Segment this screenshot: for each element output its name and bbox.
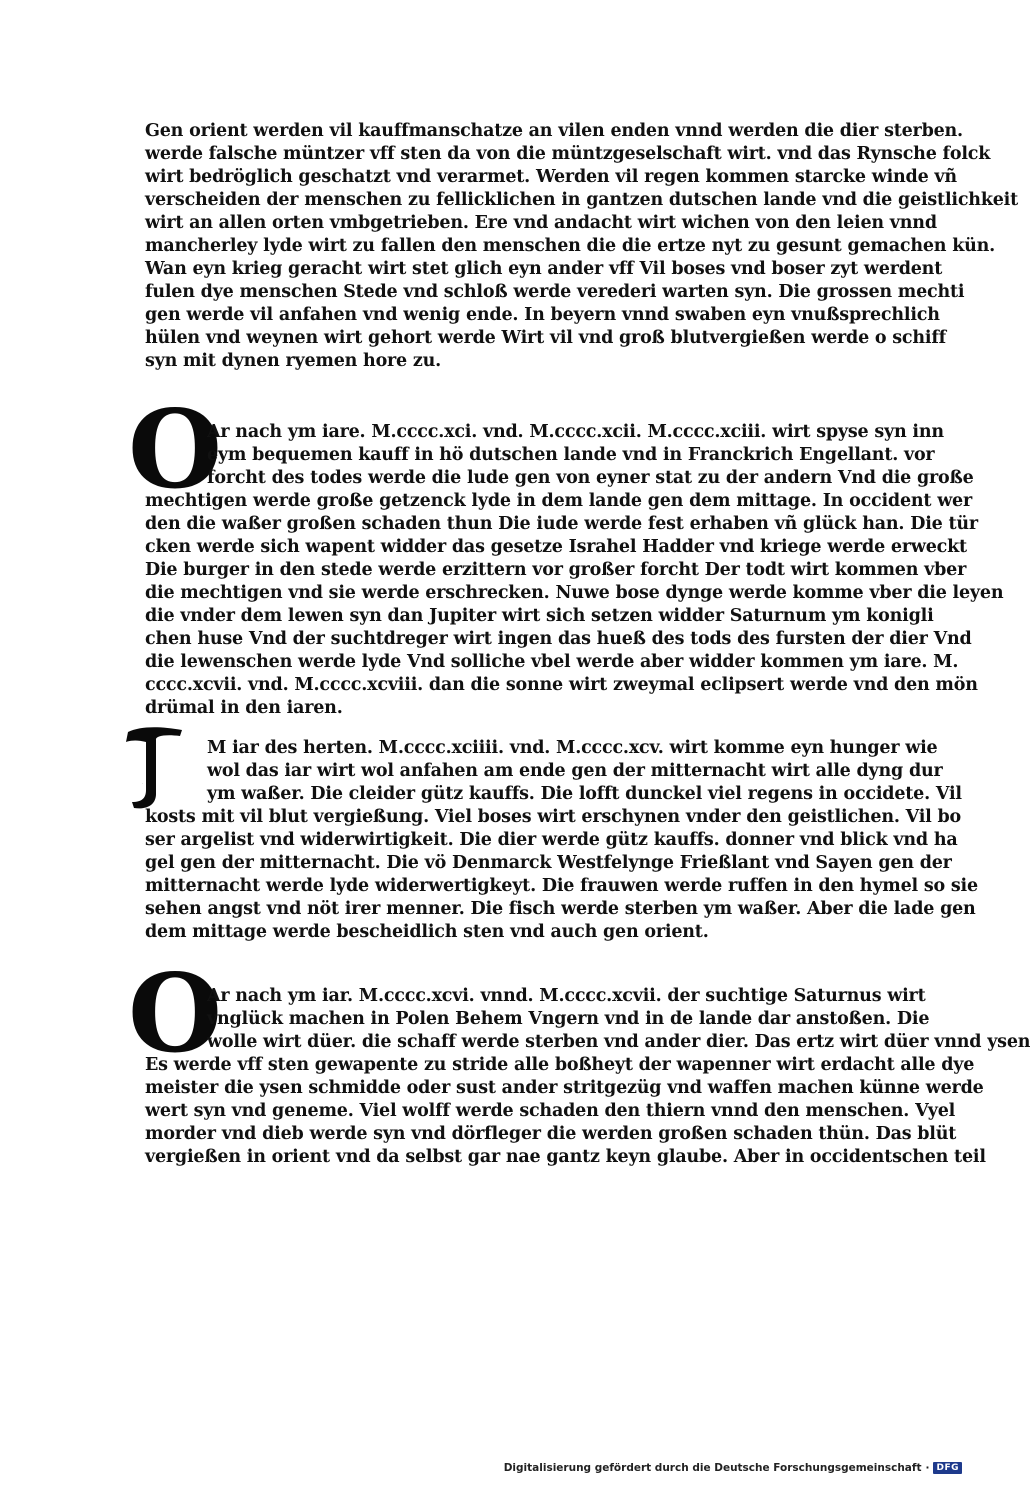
paragraph-3 xyxy=(145,737,978,944)
text-line: gen werde vil anfahen vnd wenig ende. In beyern vnnd swaben eyn vnußsprechlich xyxy=(145,305,940,325)
initial-letter-o-2: O xyxy=(128,951,223,1077)
text-line: wolle wirt düer. die schaff werde sterben vnd ander dier. Das ertz wirt düer vnnd ysen xyxy=(207,1032,1030,1052)
text-line: wert syn vnd geneme. Viel wolff werde schaden den thiern vnnd den menschen. Vyel xyxy=(145,1101,956,1121)
text-line: hülen vnd weynen wirt gehort werde Wirt vil vnd groß blutvergießen werde o schiff xyxy=(145,328,947,348)
text-line: fulen dye menschen Stede vnd schloß werde verederi warten syn. Die grossen mechti xyxy=(145,282,965,302)
text-line: mechtigen werde große getzenck lyde in dem lande gen dem mittage. In occident wer xyxy=(145,491,973,511)
svg-text:I: I xyxy=(142,784,143,785)
text-line: wirt bedröglich geschatzt vnd verarmet. Werden vil regen kommen starcke winde vñ xyxy=(145,167,957,187)
text-line: ym waßer. Die cleider gütz kauffs. Die lofft dunckel viel regens in occidete. Vil xyxy=(207,784,962,804)
text-line: ser argelist vnd widerwirtigkeit. Die dier werde gütz kauffs. donner vnd blick vnd ha xyxy=(145,830,958,850)
text-line: drümal in den iaren. xyxy=(145,698,343,718)
paragraph-2 xyxy=(145,421,1004,720)
text-line: Die burger in den stede werde erzittern vor großer forcht Der todt wirt kommen vber xyxy=(145,560,967,580)
text-line: verscheiden der menschen zu fellicklichen in gantzen dutschen lande vnd die geistlichkeit xyxy=(145,190,1019,210)
text-line: gel gen der mitternacht. Die vö Denmarck Westfelynge Frießlant vnd Sayen gen der xyxy=(145,853,952,873)
funding-separator: · xyxy=(925,1462,930,1474)
text-line: syn mit dynen ryemen hore zu. xyxy=(145,351,442,371)
text-line: Es werde vff sten gewapente zu stride alle boßheyt der wapenner wirt erdacht alle dye xyxy=(145,1055,975,1075)
paragraph-1 xyxy=(145,120,1019,373)
text-line: die lewenschen werde lyde Vnd solliche vbel werde aber widder kommen ym iare. M. xyxy=(145,652,959,672)
text-line: wol das iar wirt wol anfahen am ende gen der mitternacht wirt alle dyng dur xyxy=(207,761,943,781)
text-line: mitternacht werde lyde widerwertigkeyt. Die frauwen werde ruffen in den hymel so sie xyxy=(145,876,978,896)
dfg-logo: DFG xyxy=(933,1462,962,1474)
text-line: wirt an allen orten vmbgetrieben. Ere vnd andacht wirt wichen von den leien vnnd xyxy=(145,213,937,233)
paragraph-4 xyxy=(145,985,1030,1169)
text-line: die mechtigen vnd sie werde erschrecken. Nuwe bose dynge werde komme vber die leyen xyxy=(145,583,1004,603)
text-line: eym bequemen kauff in hö dutschen lande vnd in Franckrich Engellant. vor xyxy=(207,445,935,465)
text-line: die vnder dem lewen syn dan Jupiter wirt sich setzen widder Saturnum ym konigli xyxy=(145,606,934,626)
text-line: vnglück machen in Polen Behem Vngern vnd in de lande dar anstoßen. Die xyxy=(207,1009,930,1029)
text-line: kosts mit vil blut vergießung. Viel boses wirt erschynen vnder den geistlichen. Vil bo xyxy=(145,807,962,827)
text-line: forcht des todes werde die lude gen von eyner stat zu der andern Vnd die große xyxy=(207,468,974,488)
initial-letter-o-1: O xyxy=(128,387,223,513)
text-line: M iar des herten. M.cccc.xciiii. vnd. M.cccc.xcv. wirt komme eyn hunger wie xyxy=(207,738,938,758)
text-line: mancherley lyde wirt zu fallen den menschen die die ertze nyt zu gesunt gemachen kün. xyxy=(145,236,996,256)
text-line: dem mittage werde bescheidlich sten vnd auch gen orient. xyxy=(145,922,709,942)
text-line: meister die ysen schmidde oder sust ander stritgezüg vnd waffen machen künne werde xyxy=(145,1078,984,1098)
text-line: cccc.xcvii. vnd. M.cccc.xcviii. dan die sonne wirt zweymal eclipsert werde vnd den mön xyxy=(145,675,978,695)
text-line: cken werde sich wapent widder das gesetze Israhel Hadder vnd kriege werde erweckt xyxy=(145,537,967,557)
text-line: Ar nach ym iare. M.cccc.xci. vnd. M.cccc.xcii. M.cccc.xciii. wirt spyse syn inn xyxy=(207,422,944,442)
text-line: vergießen in orient vnd da selbst gar nae gantz keyn glaube. Aber in occidentschen teil xyxy=(145,1147,986,1167)
text-line: Wan eyn krieg geracht wirt stet glich eyn ander vff Vil boses vnd boser zyt werdent xyxy=(145,259,943,279)
text-line: sehen angst vnd nöt irer menner. Die fisch werde sterben ym waßer. Aber die lade gen xyxy=(145,899,976,919)
text-line: den die waßer großen schaden thun Die iude werde fest erhaben vñ glück han. Die tür xyxy=(145,514,978,534)
funding-text: Digitalisierung gefördert durch die Deutsche Forschungsgemeinschaft xyxy=(503,1462,922,1474)
text-line: morder vnd dieb werde syn vnd dörfleger die werden großen schaden thün. Das blüt xyxy=(145,1124,957,1144)
text-line: Ar nach ym iar. M.cccc.xcvi. vnnd. M.cccc.xcvii. der suchtige Saturnus wirt xyxy=(207,986,926,1006)
funding-footer xyxy=(504,1462,962,1474)
text-line: Gen orient werden vil kauffmanschatze an vilen enden vnnd werden die dier sterben. xyxy=(145,121,963,141)
text-line: werde falsche müntzer vff sten da von die müntzgeselschaft wirt. vnd das Rynsche folck xyxy=(145,144,991,164)
text-line: chen huse Vnd der suchtdreger wirt ingen das hueß des tods des fursten der dier Vnd xyxy=(145,629,972,649)
